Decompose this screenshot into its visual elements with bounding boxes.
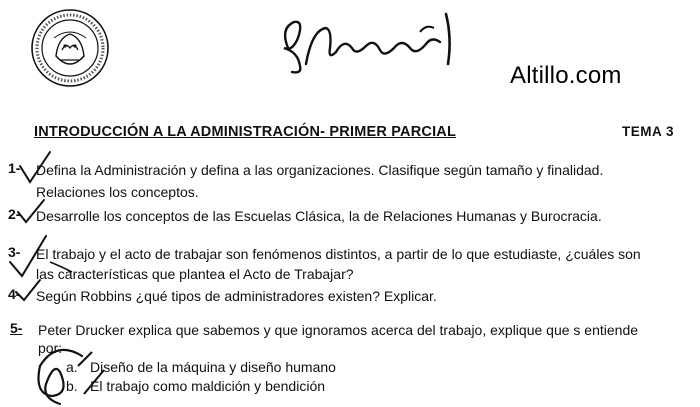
question-number: 2- [8,206,21,222]
question-text: las características que plantea el Acto de Trabajar? [36,266,354,282]
question-number: 5- [10,320,23,336]
question-text: Defina la Administración y defina a las organizaciones. Clasifique según tamaño y finalidad. [36,162,604,178]
question-text: por: [38,340,63,356]
question-text: Relaciones los conceptos. [36,184,199,200]
university-seal-icon [30,8,110,88]
subitem-letter: a. [66,359,78,375]
question-text: Desarrolle los conceptos de las Escuelas Clásica, la de Relaciones Humanas y Burocracia. [36,208,602,224]
watermark: Altillo.com [510,62,622,89]
exam-tema: TEMA 3 [622,124,675,139]
handwritten-signature-icon [270,8,470,78]
subitem-text: El trabajo como maldición y bendición [90,378,326,394]
question-number: 3- [8,244,21,260]
question-text: Peter Drucker explica que sabemos y que ignoramos acerca del trabajo, explique que s entiende [38,322,639,338]
question-number: 1- [8,160,21,176]
question-text: Según Robbins ¿qué tipos de administradores existen? Explicar. [36,288,437,304]
exam-title: INTRODUCCIÓN A LA ADMINISTRACIÓN- PRIMER PARCIAL [34,124,457,140]
subitem-text: Diseño de la máquina y diseño humano [90,359,336,375]
subitem-letter: b. [66,378,78,394]
question-text: El trabajo y el acto de trabajar son fenómenos distintos, a partir de lo que estudiaste, ¿cuáles son [36,246,641,262]
question-number: 4- [8,286,21,302]
